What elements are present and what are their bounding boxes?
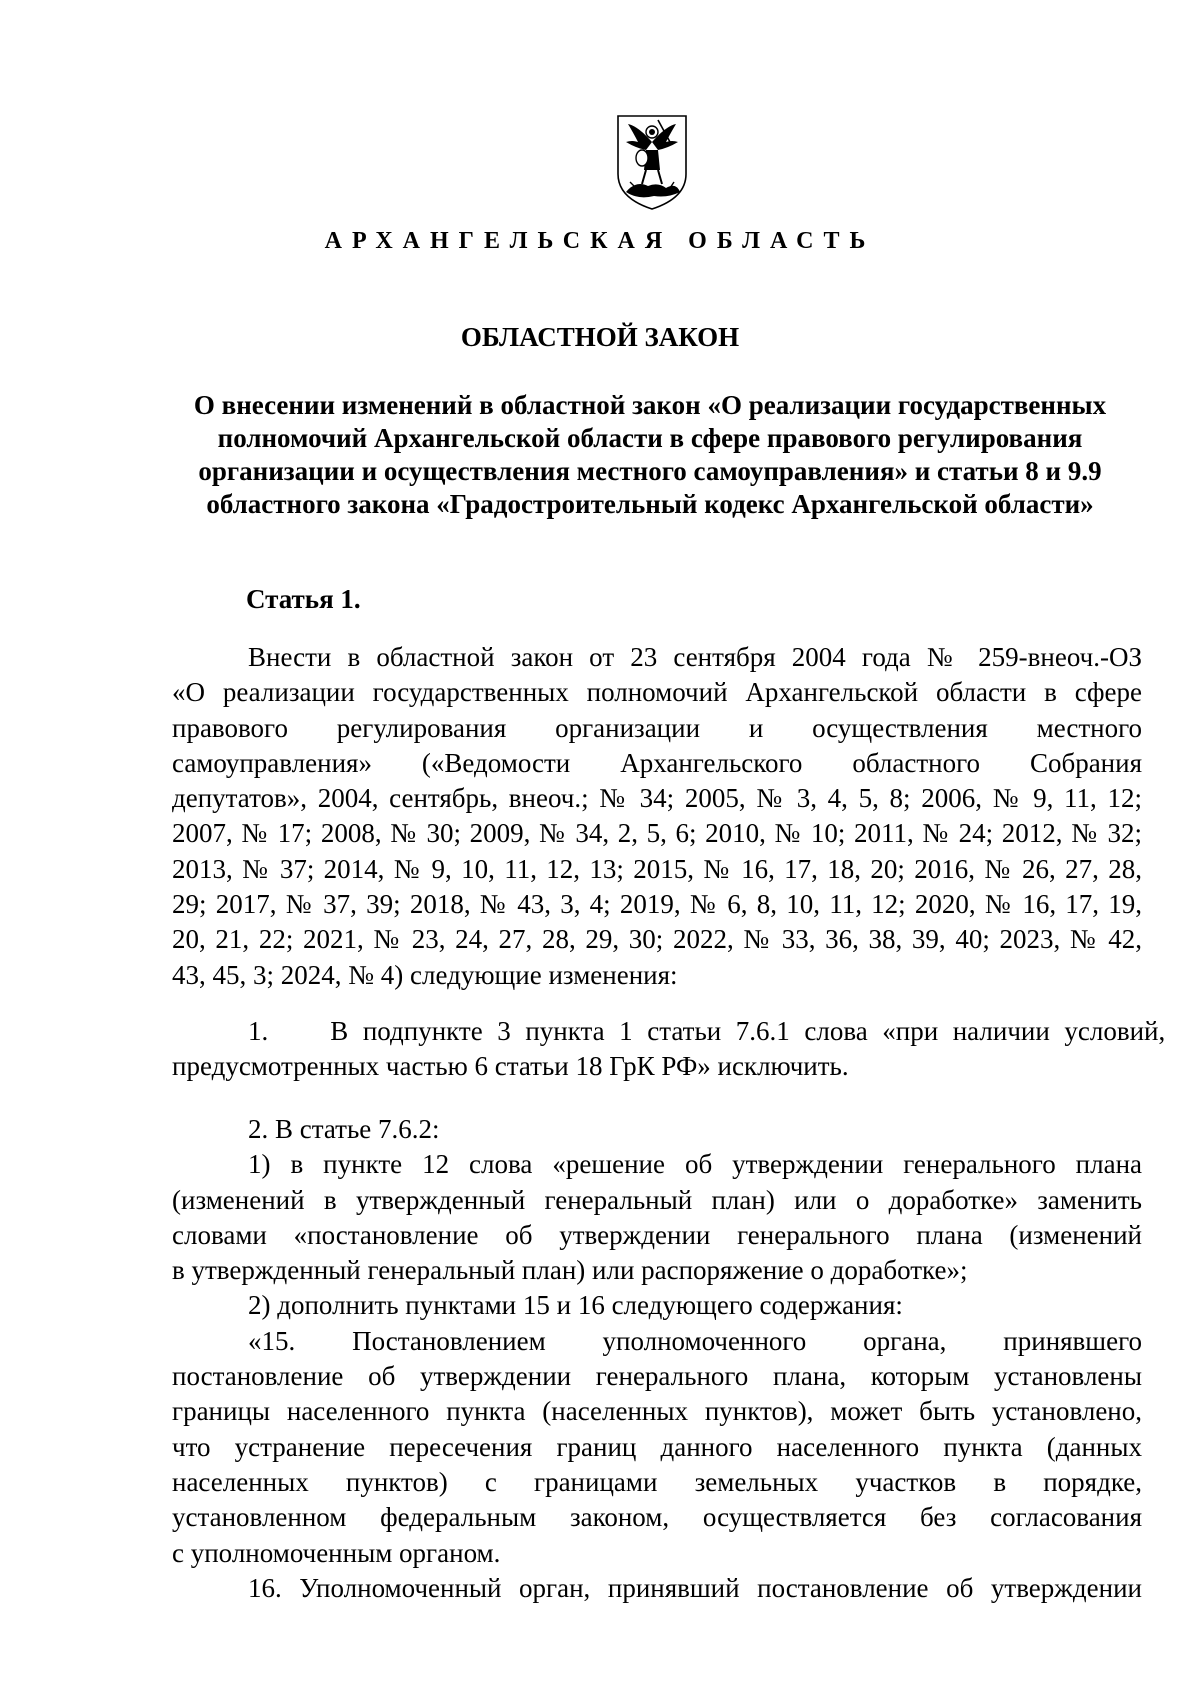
- region-name: АРХАНГЕЛЬСКАЯ ОБЛАСТЬ: [324, 228, 876, 254]
- text-line: 2. В статье 7.6.2:: [248, 1114, 440, 1144]
- item-number: 1.: [248, 1016, 269, 1046]
- item-text: В подпункте 3 пункта 1 статьи 7.6.1 слова «при наличии условий,: [330, 1016, 1166, 1046]
- text-line: самоуправления» («Ведомости Архангельского областного Собрания: [172, 747, 1142, 778]
- article-intro-paragraph: [172, 640, 1142, 993]
- text-line: 43, 45, 3; 2024, № 4) следующие изменения:: [172, 959, 678, 990]
- text-line: в утвержденный генеральный план) или распоряжение о доработке»;: [172, 1255, 968, 1286]
- text-line: с уполномоченным органом.: [172, 1537, 501, 1568]
- text-line: 2) дополнить пунктами 15 и 16 следующего содержания:: [248, 1290, 903, 1321]
- text-line: 1) в пункте 12 слова «решение об утверждении генерального плана: [248, 1149, 1142, 1180]
- text-line: 16. Уполномоченный орган, принявший постановление об утверждении: [248, 1572, 1142, 1603]
- text-line: что устранение пересечения границ данного населенного пункта (данных: [172, 1431, 1142, 1462]
- text-line: правового регулирования организации и осуществления местного: [172, 712, 1142, 743]
- text-line: границы населенного пункта (населенных пунктов), может быть установлено,: [172, 1396, 1142, 1427]
- document-title: [170, 389, 1130, 521]
- text-line: 2007, № 17; 2008, № 30; 2009, № 34, 2, 5, 6; 2010, № 10; 2011, № 24; 2012, № 32;: [172, 818, 1142, 849]
- arkhangelsk-coat-of-arms-icon: [614, 112, 690, 212]
- document-type: ОБЛАСТНОЙ ЗАКОН: [460, 322, 740, 352]
- title-line: О внесении изменений в областной закон «О реализации государственных: [193, 390, 1107, 420]
- article-heading: Статья 1.: [246, 584, 361, 614]
- text-line: [172, 1014, 1166, 1049]
- text-line: «О реализации государственных полномочий Архангельской области в сфере: [172, 677, 1142, 708]
- text-line: 29; 2017, № 37, 39; 2018, № 43, 3, 4; 2019, № 6, 8, 10, 11, 12; 2020, № 16, 17, 19,: [172, 889, 1142, 920]
- text-line: Внести в областной закон от 23 сентября 2004 года № 259-внеоч.-ОЗ: [248, 642, 1142, 672]
- item-1-paragraph: [172, 1014, 1166, 1085]
- title-line: полномочий Архангельской области в сфере правового регулирования: [217, 423, 1083, 453]
- item-2-paragraph: [172, 1112, 1142, 1606]
- text-line: населенных пунктов) с границами земельных участков в порядке,: [172, 1466, 1142, 1497]
- text-line: предусмотренных частью 6 статьи 18 ГрК РФ» исключить.: [172, 1051, 849, 1082]
- text-line: словами «постановление об утверждении генерального плана (изменений: [172, 1219, 1142, 1250]
- title-line: организации и осуществления местного самоуправления» и статьи 8 и 9.9: [198, 456, 1102, 486]
- text-line: установленном федеральным законом, осуществляется без согласования: [172, 1502, 1142, 1533]
- text-line: депутатов», 2004, сентябрь, внеоч.; № 34; 2005, № 3, 4, 5, 8; 2006, № 9, 11, 12;: [172, 783, 1142, 814]
- text-line: «15. Постановлением уполномоченного органа, принявшего: [248, 1325, 1142, 1356]
- text-line: (изменений в утвержденный генеральный план) или о доработке» заменить: [172, 1184, 1142, 1215]
- text-line: постановление об утверждении генерального плана, которым установлены: [172, 1361, 1142, 1392]
- title-line: областного закона «Градостроительный кодекс Архангельской области»: [206, 489, 1094, 519]
- text-line: 2013, № 37; 2014, № 9, 10, 11, 12, 13; 2015, № 16, 17, 18, 20; 2016, № 26, 27, 28,: [172, 853, 1142, 884]
- text-line: 20, 21, 22; 2021, № 23, 24, 27, 28, 29, 30; 2022, № 33, 36, 38, 39, 40; 2023, № 42,: [172, 924, 1142, 955]
